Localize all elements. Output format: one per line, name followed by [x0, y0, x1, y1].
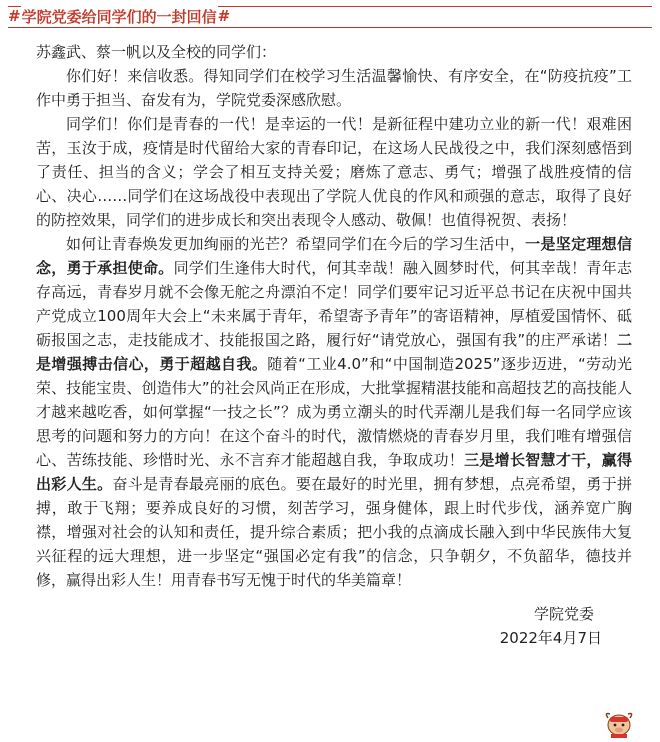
paragraph [36, 64, 632, 112]
paragraph-text: 同学们生逢伟大时代，何其幸哉！融入圆梦时代，何其幸哉！青年志存高远，青春岁月就不会像无舵之舟漂泊不定！同学们要牢记习近平总书记在庆祝中国共产党成立100周年大会上“未来属于青年，希望寄予青年”的寄语精神，厚植爱国情怀、砥砺报国之志，走技能成才、技能报国之路，履行好“请党放心，强国有我”的庄严承诺！ [36, 259, 632, 349]
title-hash-right: # [217, 7, 231, 25]
salutation: 苏鑫武、蔡一帆以及全校的同学们： [36, 43, 277, 61]
paragraph-text: 随着“工业4.0”和“中国制造2025”逐步迈进，“劳动光荣、技能宝贵、创造伟大”的社会风尚正在形成，大批掌握精湛技能和高超技艺的高技能人才越来越吃香，如何掌握“一技之长”？成为勇立潮头的时代弄潮儿是我们每一名同学应该思考的问题和努力的方向！在这个奋斗的时代，激情燃烧的青春岁月里，我们唯有增强信心、苦练技能、珍惜时光、永不言弃才能超越自我，争取成功！ [36, 355, 632, 469]
signature: 学院党委 [533, 605, 594, 623]
paragraph-text: 如何让青春焕发更加绚丽的光芒？希望同学们在今后的学习生活中， [66, 235, 526, 253]
title-bar [8, 2, 652, 30]
paragraph-text: 奋斗是青春最亮丽的底色。要在最好的时光里，拥有梦想，点亮希望，勇于拼搏，敢于飞翔；要养成良好的习惯，刻苦学习，强身健体，跟上时代步伐，涵养宽广胸襟，增强对社会的认知和责任，提升综合素质；把小我的点滴成长融入到中华民族伟大复兴征程的远大理想，进一步坚定“强国必定有我”的信念，只争朝夕，不负韶华，德技并修，赢得出彩人生！用青春书写无愧于时代的华美篇章！ [36, 475, 632, 589]
title-hash-left: # [8, 7, 21, 25]
cartoon-ox-icon [602, 708, 636, 738]
paragraphs [36, 64, 632, 592]
emphasis-text: 二是增强搏击信心，勇于超越自我。 [36, 331, 632, 373]
date: 2022年4月7日 [499, 629, 602, 647]
paragraph-text: 同学们！你们是青春的一代！是幸运的一代！是新征程中建功立业的新一代！艰难困苦，玉汝于成，疫情是时代留给大家的青春印记，在这场人民战役之中，我们深刻感悟到了责任、担当的含义；学会了相互支持关爱；磨炼了意志、勇气；增强了战胜疫情的信心、决心……同学们在这场战役中表现出了学院人优良的作风和顽强的意志，取得了良好的防控效果，同学们的进步成长和突出表现令人感动、敬佩！也值得祝贺、表扬！ [36, 115, 632, 229]
emphasis-text: 三是增长智慧才干，赢得出彩人生。 [36, 451, 632, 493]
paragraph [36, 112, 632, 232]
page-title: 学院党委给同学们的一封回信 [21, 7, 217, 26]
paragraph-text: 你们好！来信收悉。得知同学们在校学习生活温馨愉快、有序安全，在“防疫抗疫”工作中勇于担当、奋发有为，学院党委深感欣慰。 [36, 67, 632, 109]
paragraph [36, 232, 632, 592]
letter-body [36, 40, 632, 650]
emphasis-text: 一是坚定理想信念，勇于承担使命。 [36, 235, 632, 277]
